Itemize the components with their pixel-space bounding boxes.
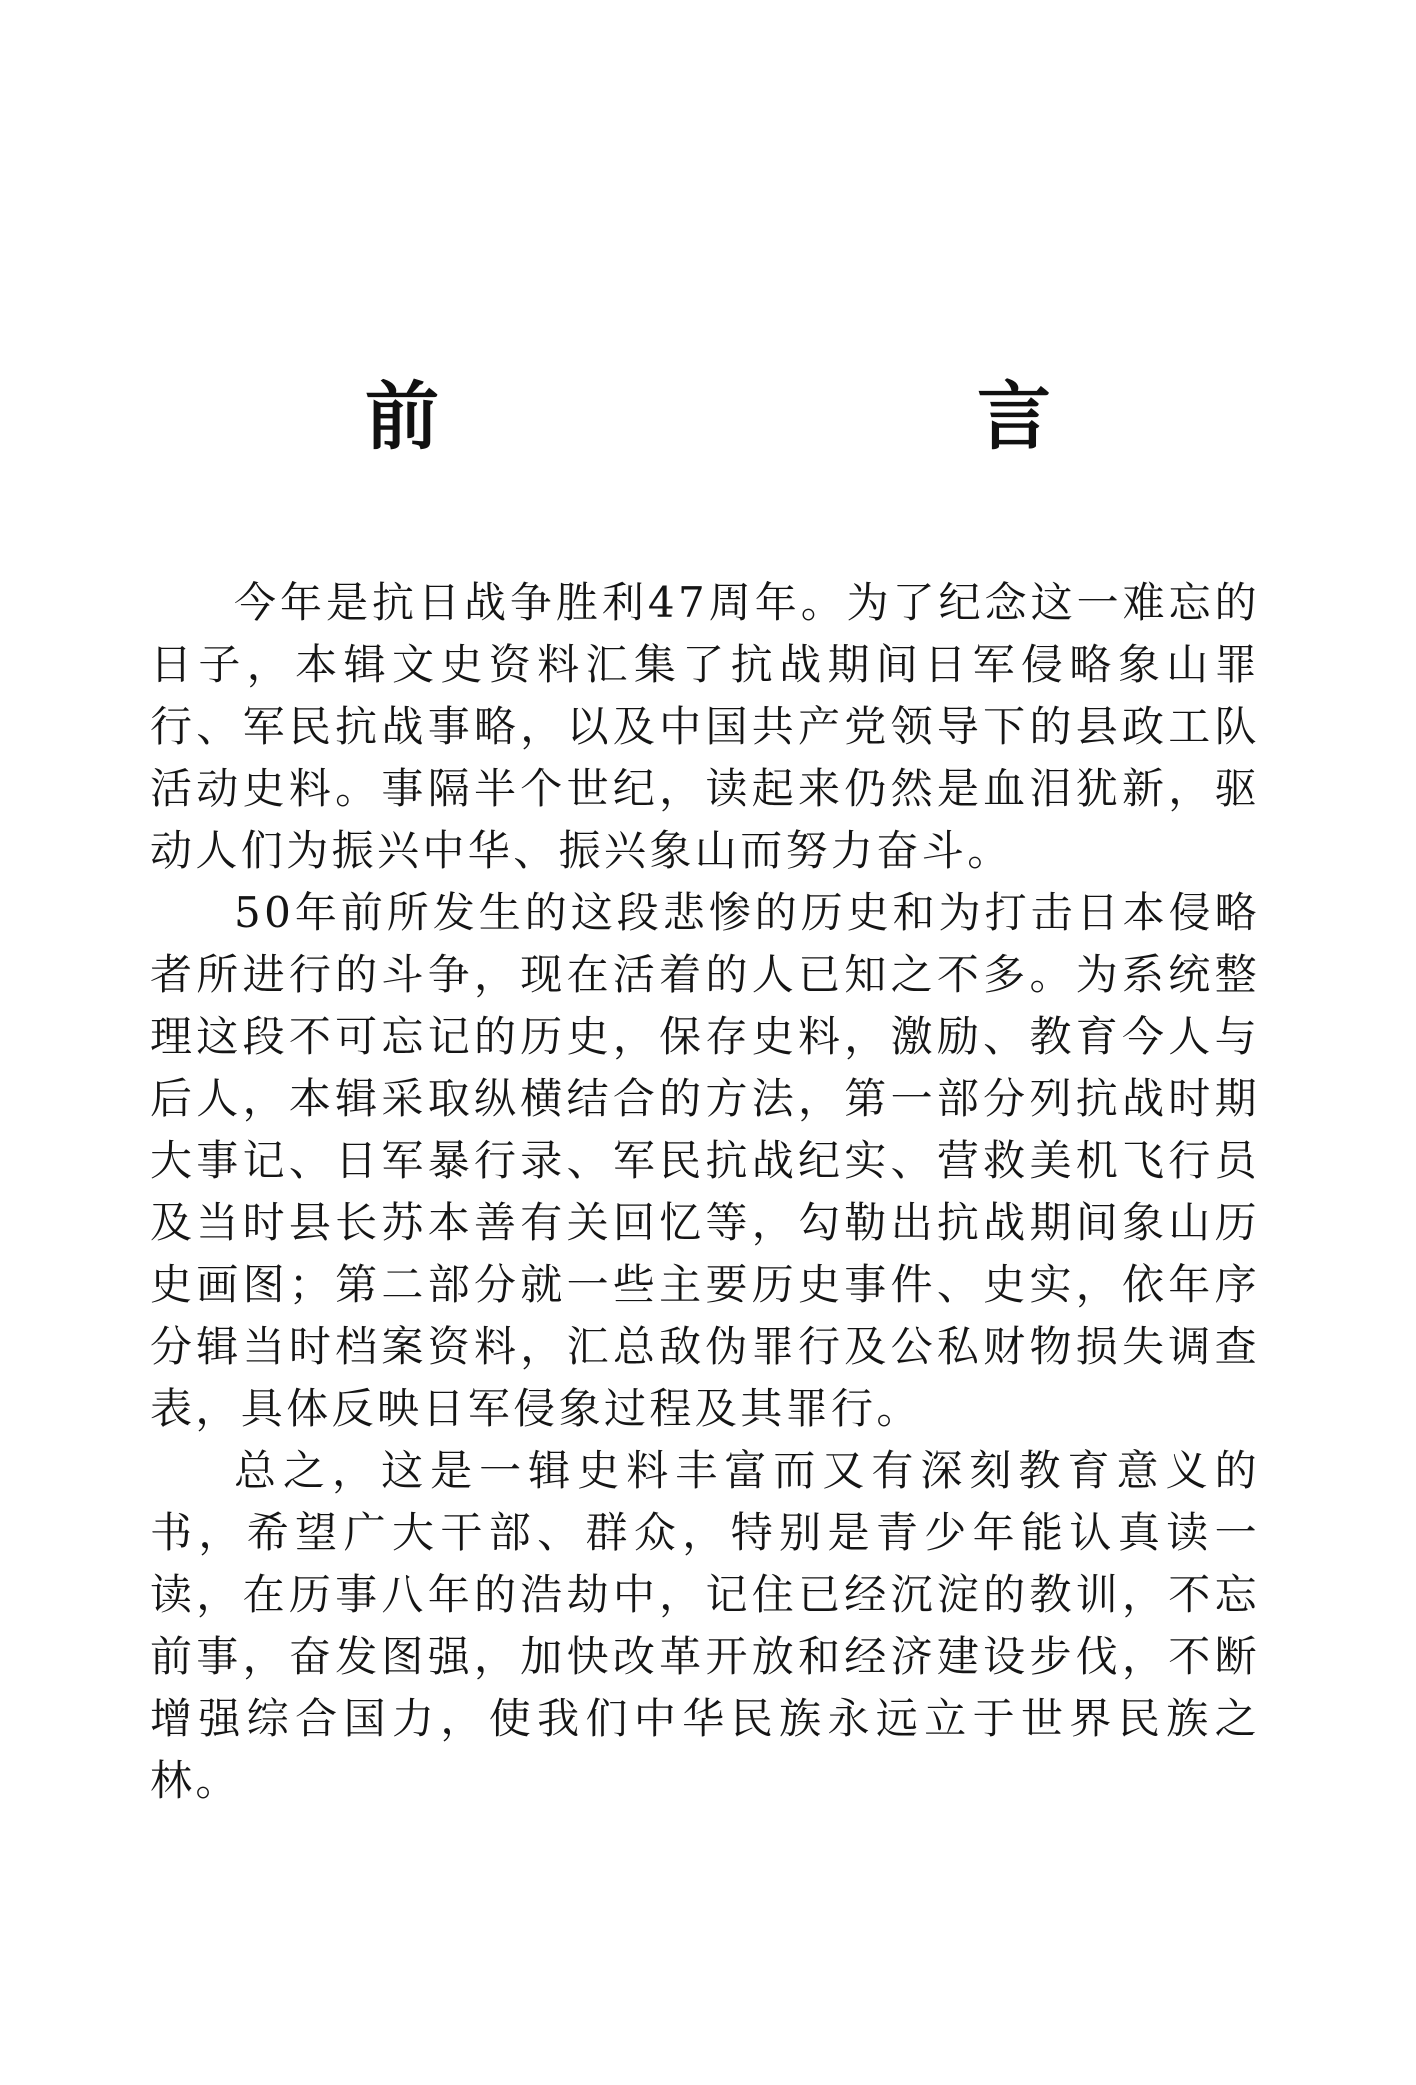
- page-title: 前 言: [365, 374, 1181, 460]
- paragraph-1: 今年是抗日战争胜利47周年。为了纪念这一难忘的日子，本辑文史资料汇集了抗战期间日军侵略象山罪行、军民抗战事略，以及中国共产党领导下的县政工队活动史料。事隔半个世纪，读起来仍然是血泪犹新，驱动人们为振兴中华、振兴象山而努力奋斗。: [150, 578, 1260, 875]
- paragraph-3: 总之，这是一辑史料丰富而又有深刻教育意义的书，希望广大干部、群众，特别是青少年能认真读一读，在历事八年的浩劫中，记住已经沉淀的教训，不忘前事，奋发图强，加快改革开放和经济建设步伐，不断增强综合国力，使我们中华民族永远立于世界民族之林。: [150, 1446, 1260, 1805]
- preface-body: [150, 572, 1260, 1812]
- paragraph-2: 50年前所发生的这段悲惨的历史和为打击日本侵略者所进行的斗争，现在活着的人已知之不多。为系统整理这段不可忘记的历史，保存史料，激励、教育今人与后人，本辑采取纵横结合的方法，第一部分列抗战时期大事记、日军暴行录、军民抗战纪实、营救美机飞行员及当时县长苏本善有关回忆等，勾勒出抗战期间象山历史画图；第二部分就一些主要历史事件、史实，依年序分辑当时档案资料，汇总敌伪罪行及公私财物损失调查表，具体反映日军侵象过程及其罪行。: [150, 888, 1260, 1433]
